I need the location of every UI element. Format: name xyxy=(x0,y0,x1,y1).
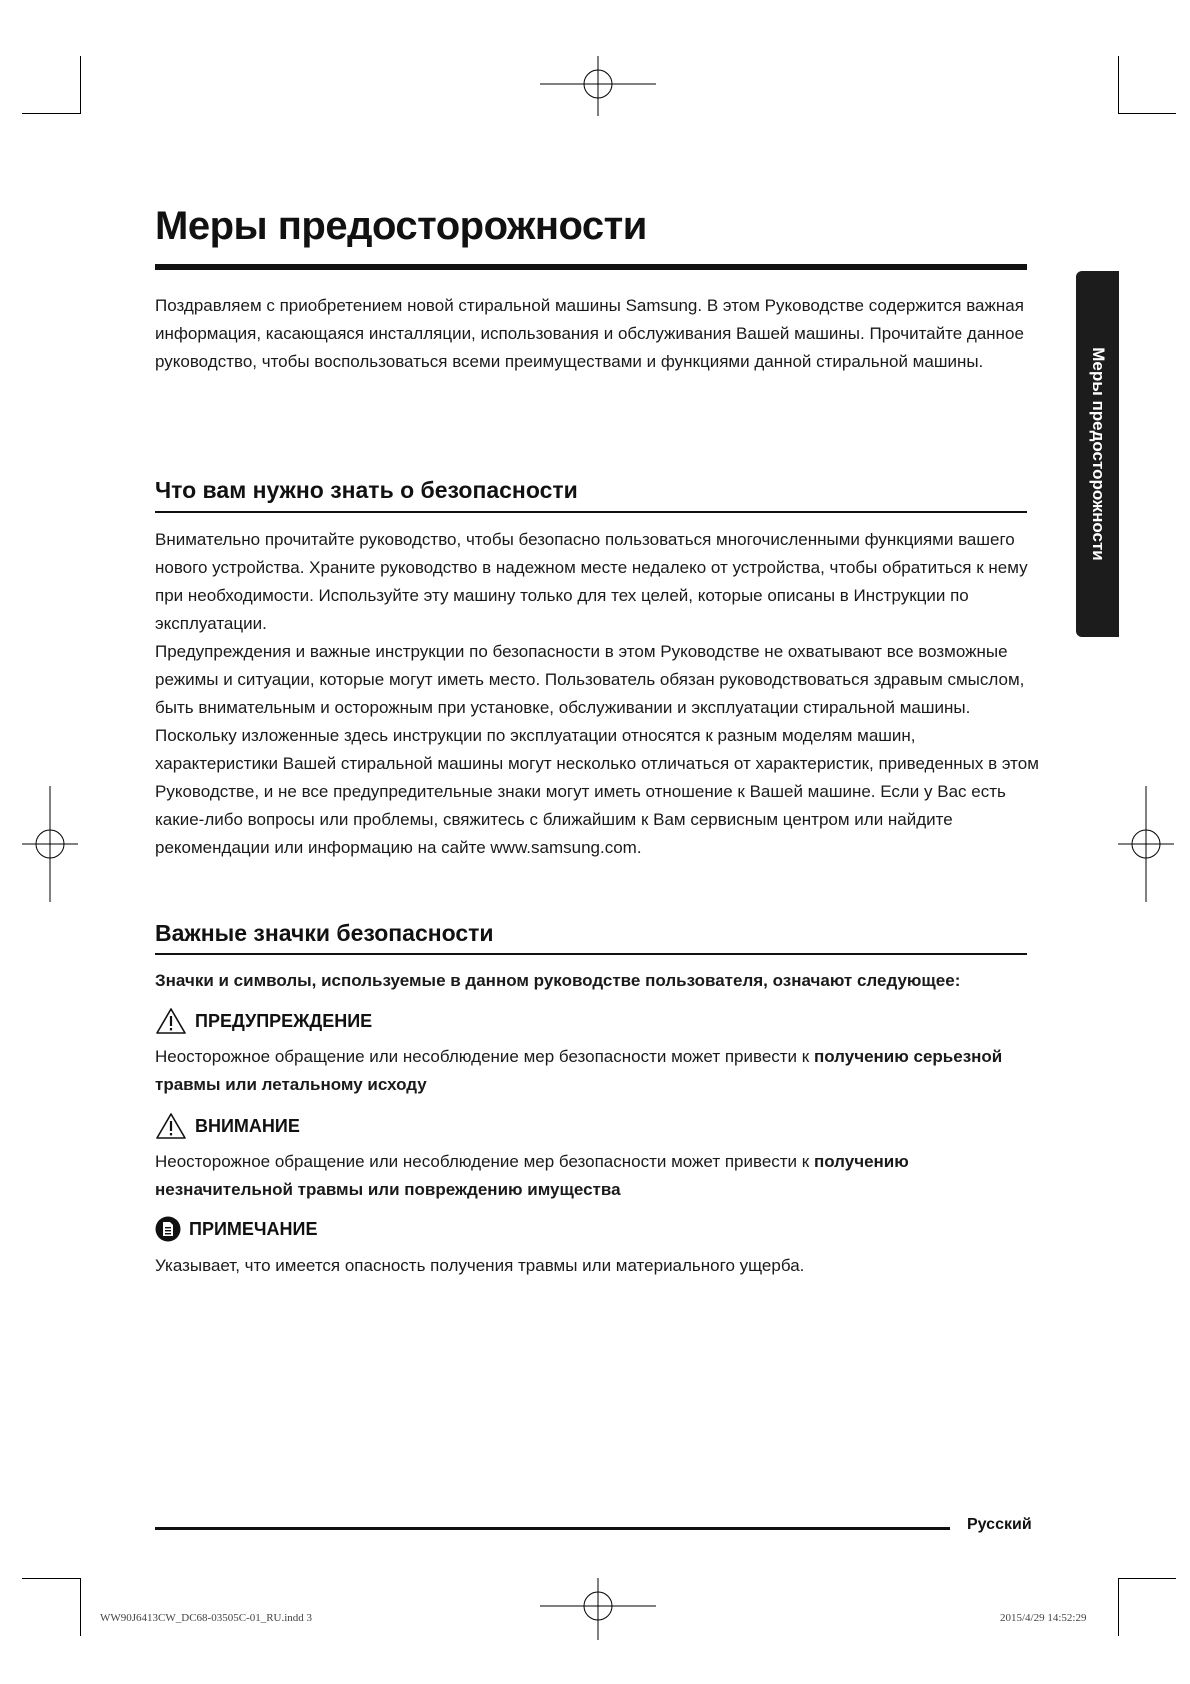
section-heading: Что вам нужно знать о безопасности xyxy=(155,477,578,503)
page-title: Меры предосторожности xyxy=(155,204,647,248)
warning-description xyxy=(155,1043,1040,1099)
registration-mark-right xyxy=(1118,786,1174,902)
crop-mark xyxy=(80,56,81,114)
lead-text: Значки и символы, используемые в данном руководстве пользователя, означают следующее: xyxy=(155,971,961,990)
body-paragraph: Предупреждения и важные инструкции по безопасности в этом Руководстве не охватывают все возможные режимы и ситуации, которые могут иметь место. Пользователь обязан руководствоваться здравым смыслом, быть внимательным и осторожным при установке, обслуживании и эксплуатации стиральной машины. Поскольку изложенные здесь инструкции по эксплуатации относятся к разным моделям машин, характеристики Вашей стиральной машины могут несколько отличаться от характеристик, приведенных в этом Руководстве, и не все предупредительные знаки могут иметь отношение к Вашей машине. Если у Вас есть какие-либо вопросы или проблемы, свяжитесь с ближайшим к Вам сервисным центром или найдите рекомендации или информацию на сайте www.samsung.com. xyxy=(155,642,1039,857)
crop-mark xyxy=(22,1578,80,1579)
registration-mark-left xyxy=(22,786,78,902)
caution-triangle-icon xyxy=(155,1112,187,1140)
section-rule xyxy=(155,511,1027,513)
section-heading: Важные значки безопасности xyxy=(155,920,494,946)
file-slug: WW90J6413CW_DC68-03505C-01_RU.indd 3 xyxy=(100,1612,313,1624)
note-document-icon xyxy=(155,1216,181,1242)
side-tab-label: Меры предосторожности xyxy=(1088,347,1108,561)
registration-mark-top xyxy=(540,56,656,116)
side-section-tab xyxy=(1076,271,1119,637)
caution-label-text: ВНИМАНИЕ xyxy=(195,1115,300,1136)
crop-mark xyxy=(1118,56,1119,114)
crop-mark xyxy=(22,113,80,114)
warning-label xyxy=(155,1007,372,1035)
warning-bold-text: получению серьезной травмы или летальному исходу xyxy=(155,1047,1003,1094)
crop-mark xyxy=(80,1578,81,1636)
registration-mark-bottom xyxy=(540,1578,656,1640)
caution-bold-text: получению незначительной травмы или повреждению имущества xyxy=(155,1152,909,1199)
intro-paragraph: Поздравляем с приобретением новой стиральной машины Samsung. В этом Руководстве содержится важная информация, касающаяся инсталляции, использования и обслуживания Вашей машины. Прочитайте данное руководство, чтобы воспользоваться всеми преимуществами и функциями данной стиральной машины. xyxy=(155,296,1024,371)
note-description: Указывает, что имеется опасность получения травмы или материального ущерба. xyxy=(155,1256,805,1275)
crop-mark xyxy=(1118,1578,1176,1579)
section-rule xyxy=(155,953,1027,955)
caution-description xyxy=(155,1148,1040,1204)
caution-text: Неосторожное обращение или несоблюдение мер безопасности может привести к xyxy=(155,1152,814,1171)
footer-language: Русский xyxy=(967,1516,1032,1533)
warning-triangle-icon xyxy=(155,1007,187,1035)
warning-text: Неосторожное обращение или несоблюдение мер безопасности может привести к xyxy=(155,1047,814,1066)
crop-mark xyxy=(1118,1578,1119,1636)
note-label xyxy=(155,1216,317,1242)
warning-label-text: ПРЕДУПРЕЖДЕНИЕ xyxy=(195,1010,373,1031)
caution-label xyxy=(155,1112,300,1140)
note-label-text: ПРИМЕЧАНИЕ xyxy=(189,1218,318,1239)
footer-rule xyxy=(155,1527,950,1530)
title-rule xyxy=(155,264,1027,270)
date-slug: 2015/4/29 14:52:29 xyxy=(1000,1612,1087,1624)
crop-mark xyxy=(1118,113,1176,114)
body-paragraph: Внимательно прочитайте руководство, чтобы безопасно пользоваться многочисленными функциями вашего нового устройства. Храните руководство в надежном месте недалеко от устройства, чтобы обратиться к нему при необходимости. Используйте эту машину только для тех целей, которые описаны в Инструкции по эксплуатации. xyxy=(155,530,1028,633)
